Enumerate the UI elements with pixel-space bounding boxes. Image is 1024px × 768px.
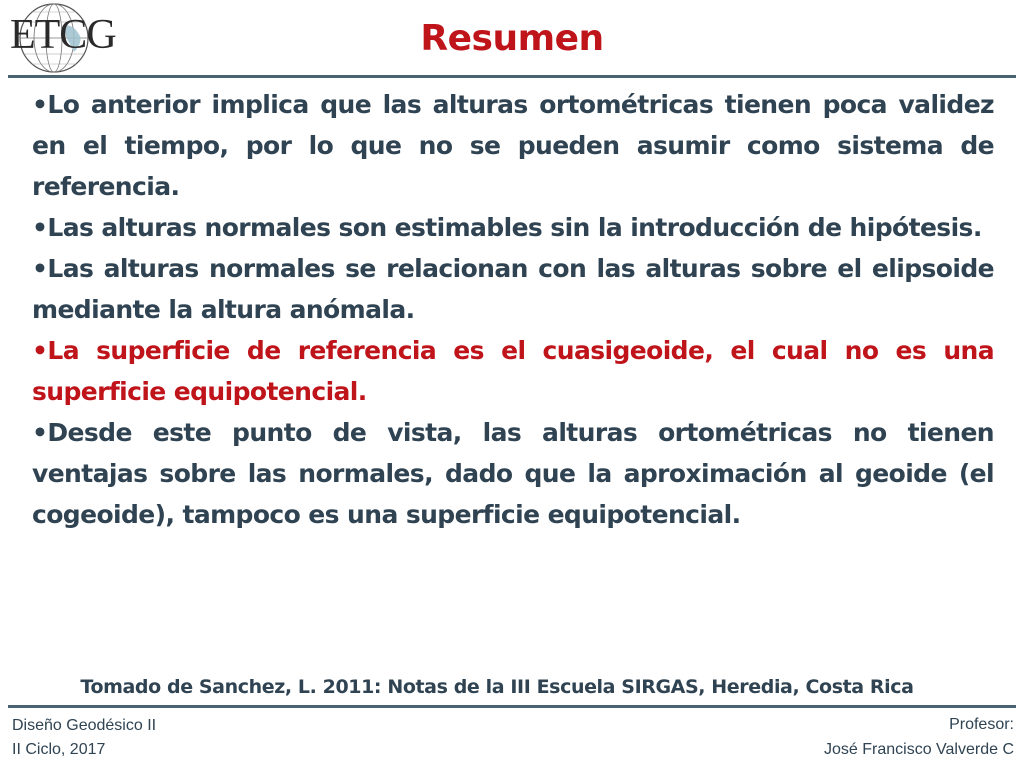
logo-text: ETCG — [10, 12, 116, 58]
course-name: Diseño Geodésico II — [12, 717, 157, 734]
bullet-item-highlighted: •La superficie de referencia es el cuasigeoide, el cual no es una superficie equipotencial. — [32, 336, 994, 406]
slide-title: Resumen — [420, 18, 604, 59]
course-term: II Ciclo, 2017 — [12, 741, 106, 758]
bullet-item: •Desde este punto de vista, las alturas ortométricas no tienen ventajas sobre las normales, dado que la aproximación al geoide (el cogeoide), tampoco es una superficie equipotencial. — [32, 418, 994, 529]
source-citation: Tomado de Sanchez, L. 2011: Notas de la III Escuela SIRGAS, Heredia, Costa Rica — [80, 676, 914, 698]
bullet-item: •Lo anterior implica que las alturas ortométricas tienen poca validez en el tiempo, por lo que no se pueden asumir como sistema de referencia. — [32, 90, 994, 201]
professor-label: Profesor: — [949, 716, 1014, 733]
footer-divider — [8, 705, 1016, 708]
header-divider — [8, 75, 1016, 78]
course-info — [12, 714, 156, 762]
professor-name: José Francisco Valverde C — [824, 741, 1014, 758]
bullet-item: •Las alturas normales son estimables sin la introducción de hipótesis. — [32, 213, 982, 242]
summary-bullets — [32, 84, 994, 535]
professor-info — [824, 712, 1014, 762]
bullet-item: •Las alturas normales se relacionan con las alturas sobre el elipsoide mediante la altura anómala. — [32, 254, 994, 324]
